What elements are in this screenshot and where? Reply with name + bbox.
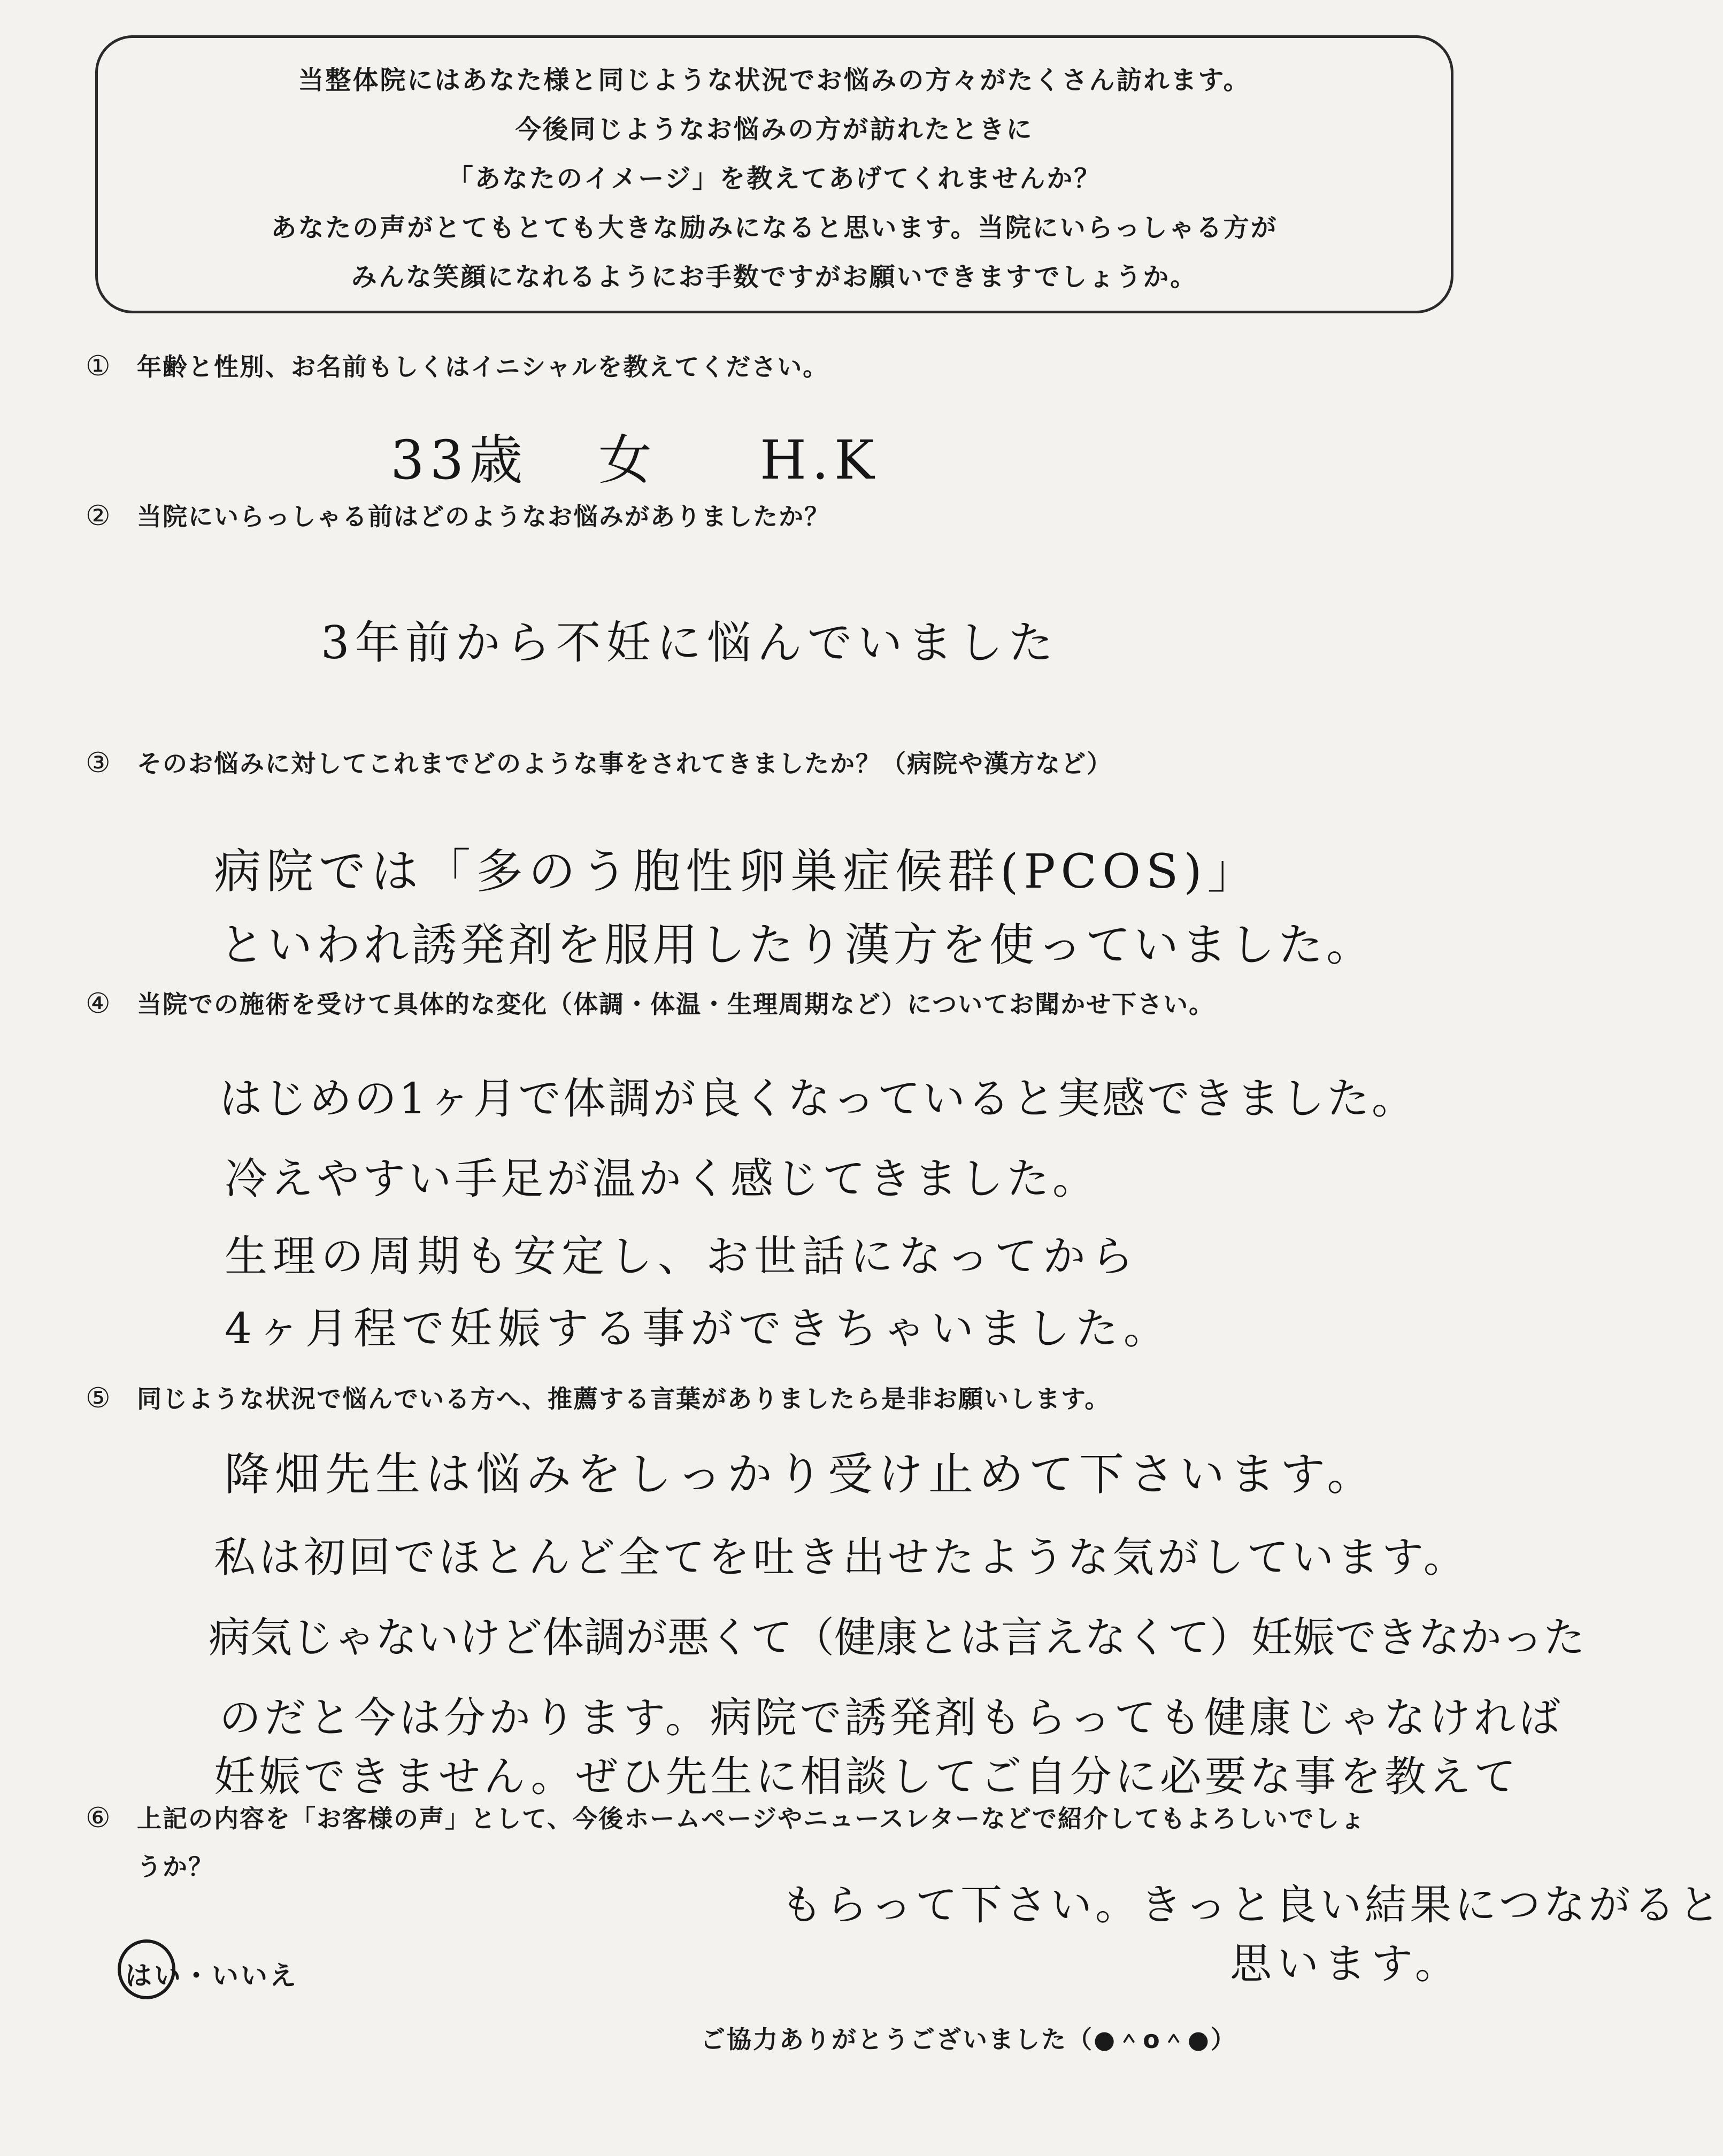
consent-yes-label: はい bbox=[125, 1960, 183, 1991]
question-number: ③ bbox=[86, 747, 112, 779]
answer-4-line-4: 4ヶ月程で妊娠する事ができちゃいました。 bbox=[225, 1304, 1172, 1353]
question-text: そのお悩みに対してこれまでどのような事をされてきましたか？（病院や漢方など） bbox=[137, 749, 1112, 778]
question-text: 当院での施術を受けて具体的な変化（体調・体温・生理周期など）についてお聞かせ下さい。 bbox=[137, 990, 1215, 1019]
intro-box bbox=[95, 35, 1453, 313]
question-text: 同じような状況で悩んでいる方へ、推薦する言葉がありましたら是非お願いします。 bbox=[137, 1384, 1111, 1413]
answer-5-line-4: のだと今は分かります。病院で誘発剤もらっても健康じゃなければ bbox=[219, 1694, 1564, 1742]
question-number: ⑥ bbox=[86, 1802, 112, 1834]
consent-yes[interactable] bbox=[125, 1954, 183, 1993]
question-5 bbox=[86, 1380, 1110, 1415]
question-number: ⑤ bbox=[86, 1382, 112, 1414]
intro-line-2: 今後同じようなお悩みの方が訪れたときに bbox=[515, 114, 1034, 144]
question-2 bbox=[86, 497, 830, 533]
question-text: 当院にいらっしゃる前はどのようなお悩みがありましたか？ bbox=[137, 502, 830, 531]
answer-5-line-7: 思います。 bbox=[1230, 1940, 1462, 1988]
question-text: 年齢と性別、お名前もしくはイニシャルを教えてください。 bbox=[137, 352, 829, 381]
question-6 bbox=[86, 1799, 1366, 1835]
question-3 bbox=[86, 744, 1112, 780]
answer-2-line-1: 3年前から不妊に悩んでいました bbox=[321, 617, 1059, 669]
consent-separator: ・ bbox=[183, 1960, 212, 1991]
answer-1-initials: H.K bbox=[759, 429, 880, 491]
answer-4-line-2: 冷えやすい手足が温かく感じてきました。 bbox=[225, 1154, 1098, 1204]
intro-line-4: あなたの声がとてもとても大きな励みになると思います。当院にいらっしゃる方が bbox=[271, 213, 1278, 243]
question-number: ① bbox=[86, 350, 112, 382]
answer-3-line-2: といわれ誘発剤を服用したり漢方を使っていました。 bbox=[219, 919, 1375, 971]
answer-5-line-3: 病気じゃないけど体調が悪くて（健康とは言えなくて）妊娠できなかった bbox=[209, 1614, 1586, 1662]
consent-options bbox=[125, 1954, 298, 1993]
answer-1 bbox=[390, 417, 880, 494]
answer-5-line-6: もらって下さい。きっと良い結果につながると bbox=[781, 1881, 1723, 1929]
selection-circle bbox=[118, 1939, 175, 1999]
answer-1-age: 33歳 bbox=[390, 429, 528, 491]
question-6-continued: うか？ bbox=[137, 1852, 214, 1881]
intro-line-5: みんな笑顔になれるようにお手数ですがお願いできますでしょうか。 bbox=[351, 262, 1198, 292]
answer-5-line-5: 妊娠できません。ぜひ先生に相談してご自分に必要な事を教えて bbox=[214, 1753, 1519, 1801]
consent-no[interactable]: いいえ bbox=[212, 1960, 298, 1991]
answer-5-line-2: 私は初回でほとんど全てを吐き出せたような気がしています。 bbox=[214, 1534, 1468, 1582]
intro-line-1: 当整体院にはあなた様と同じような状況でお悩みの方々がたくさん訪れます。 bbox=[298, 65, 1251, 95]
intro-line-3: 「あなたのイメージ」を教えてあげてくれませんか？ bbox=[447, 164, 1102, 194]
question-1 bbox=[86, 348, 828, 383]
question-number: ④ bbox=[86, 988, 112, 1020]
answer-4-line-3: 生理の周期も安定し、お世話になってから bbox=[225, 1231, 1139, 1281]
answer-1-gender: 女 bbox=[598, 429, 658, 491]
question-text: 上記の内容を「お客様の声」として、今後ホームページやニュースレターなどで紹介してもよろしいでしょ bbox=[137, 1804, 1366, 1833]
question-4 bbox=[86, 985, 1214, 1020]
answer-4-line-1: はじめの1ヶ月で体調が良くなっていると実感できました。 bbox=[219, 1074, 1417, 1123]
answer-3-line-1: 病院では「多のう胞性卵巣症候群(PCOS)」 bbox=[214, 844, 1260, 899]
question-number: ② bbox=[86, 500, 112, 532]
answer-5-line-1: 降畑先生は悩みをしっかり受け止めて下さいます。 bbox=[225, 1448, 1378, 1500]
thanks-message: ご協力ありがとうございました（●＾o＾●） bbox=[701, 2025, 1237, 2054]
